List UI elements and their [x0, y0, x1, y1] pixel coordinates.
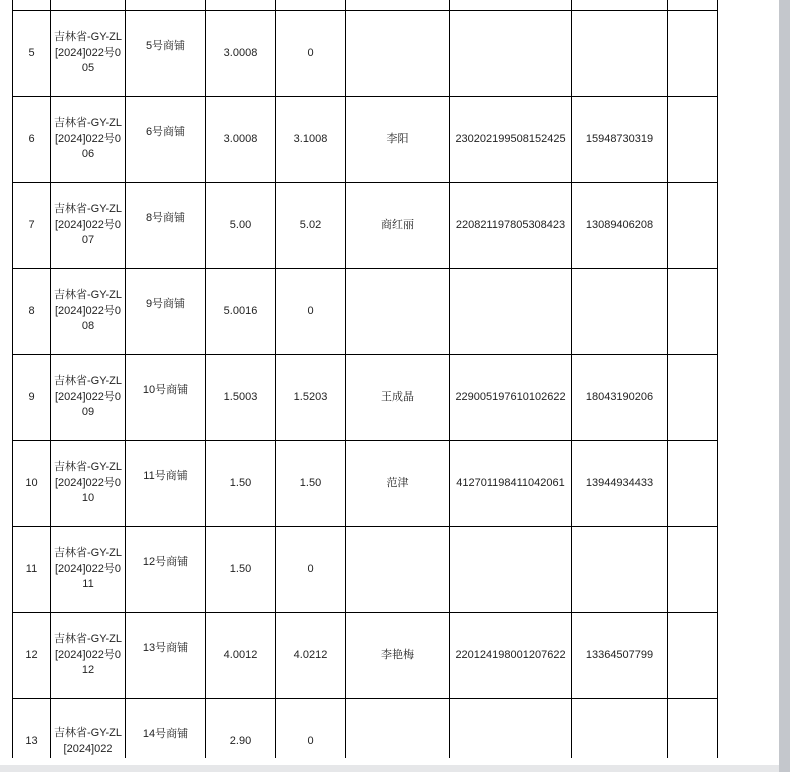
area-cell: 2.90: [206, 699, 276, 766]
shop-name-cell: [126, 0, 206, 11]
project-code-cell: [51, 355, 126, 441]
actual-area-cell: 4.0212: [276, 613, 346, 699]
phone-cell: [572, 699, 668, 766]
row-number-cell: 8: [13, 269, 51, 355]
area-cell: 4.0012: [206, 613, 276, 699]
shop-name-text: 11号商铺: [143, 469, 188, 482]
shop-name-cell: [126, 183, 206, 269]
empty-cell: [668, 97, 718, 183]
phone-cell: [572, 527, 668, 613]
shop-name-text: 14号商铺: [142, 727, 189, 740]
table-row: [13, 699, 718, 766]
area-cell: 3.0008: [206, 97, 276, 183]
row-number-cell: 11: [13, 527, 51, 613]
id-number-cell: [450, 11, 572, 97]
row-number-cell: 7: [13, 183, 51, 269]
project-code-text: 吉林省-GY-ZL[2024]022号009: [53, 375, 123, 419]
shop-name-text: 6号商铺: [145, 125, 186, 138]
project-code-cell: [51, 11, 126, 97]
shop-name-cell: [126, 11, 206, 97]
phone-cell: 18043190206: [572, 355, 668, 441]
shop-name-text: 5号商铺: [145, 39, 186, 52]
phone-cell: 13089406208: [572, 183, 668, 269]
actual-area-cell: [276, 0, 346, 11]
vertical-scrollbar[interactable]: [779, 0, 790, 772]
row-number-cell: 6: [13, 97, 51, 183]
row-number-cell: 10: [13, 441, 51, 527]
actual-area-cell: 1.50: [276, 441, 346, 527]
lessee-name-cell: 李艳梅: [346, 613, 450, 699]
area-cell: 1.50: [206, 441, 276, 527]
project-code-text: 吉林省-GY-ZL[2024]022号011: [53, 547, 123, 591]
area-cell: [206, 0, 276, 11]
phone-cell: 15948730319: [572, 97, 668, 183]
shop-name-cell: [126, 613, 206, 699]
lessee-name-cell: 范津: [346, 441, 450, 527]
empty-cell: [668, 0, 718, 11]
project-code-cell: [51, 269, 126, 355]
empty-cell: [668, 527, 718, 613]
project-code-text: 吉林省-GY-ZL[2024]022号010: [53, 461, 123, 505]
shop-name-cell: [126, 269, 206, 355]
shop-name-cell: [126, 441, 206, 527]
id-number-cell: [450, 269, 572, 355]
table-row: [13, 97, 718, 183]
actual-area-cell: 0: [276, 699, 346, 766]
empty-cell: [668, 269, 718, 355]
project-code-text: 吉林省-GY-ZL[2024]022号012: [53, 633, 123, 677]
table-row: [13, 441, 718, 527]
shop-name-cell: [126, 699, 206, 766]
table-row: [13, 0, 718, 11]
shop-name-text: 12号商铺: [142, 555, 189, 568]
row-number-cell: 9: [13, 355, 51, 441]
id-number-cell: 412701198411042061: [450, 441, 572, 527]
id-number-cell: [450, 0, 572, 11]
id-number-cell: 220821197805308423: [450, 183, 572, 269]
actual-area-cell: 1.5203: [276, 355, 346, 441]
empty-cell: [668, 613, 718, 699]
lessee-name-cell: 商红丽: [346, 183, 450, 269]
table-row: [13, 613, 718, 699]
lessee-name-cell: [346, 699, 450, 766]
project-code-text: 吉林省-GY-ZL[2024]022号005: [53, 31, 123, 75]
empty-cell: [668, 11, 718, 97]
id-number-cell: 229005197610102622: [450, 355, 572, 441]
shop-name-text: 8号商铺: [145, 211, 186, 224]
area-cell: 5.00: [206, 183, 276, 269]
actual-area-cell: 5.02: [276, 183, 346, 269]
project-code-cell: [51, 183, 126, 269]
shop-name-cell: [126, 527, 206, 613]
area-cell: 3.0008: [206, 11, 276, 97]
project-code-cell: [51, 613, 126, 699]
project-code-cell: [51, 441, 126, 527]
row-number-cell: 5: [13, 11, 51, 97]
project-code-text: 吉林省-GY-ZL[2024]022号008: [53, 289, 123, 333]
actual-area-cell: 0: [276, 527, 346, 613]
phone-cell: 13364507799: [572, 613, 668, 699]
area-cell: 5.0016: [206, 269, 276, 355]
phone-cell: [572, 269, 668, 355]
table-row: [13, 527, 718, 613]
phone-cell: 13944934433: [572, 441, 668, 527]
id-number-cell: 220124198001207622: [450, 613, 572, 699]
id-number-cell: [450, 699, 572, 766]
empty-cell: [668, 699, 718, 766]
actual-area-cell: 3.1008: [276, 97, 346, 183]
project-code-cell: [51, 699, 126, 766]
row-number-cell: 13: [13, 699, 51, 766]
project-code-cell: [51, 97, 126, 183]
lessee-name-cell: [346, 527, 450, 613]
lessee-name-cell: [346, 269, 450, 355]
table-row: [13, 11, 718, 97]
empty-cell: [668, 441, 718, 527]
id-number-cell: [450, 527, 572, 613]
shop-name-text: 13号商铺: [142, 641, 189, 654]
shop-name-text: 9号商铺: [145, 297, 186, 310]
row-number-cell: 12: [13, 613, 51, 699]
phone-cell: [572, 0, 668, 11]
lessee-name-cell: 李阳: [346, 97, 450, 183]
horizontal-scrollbar[interactable]: [0, 765, 779, 772]
project-code-text: 吉林省-GY-ZL[2024]022号006: [53, 117, 123, 161]
shop-lease-table: [12, 0, 718, 765]
table-row: [13, 183, 718, 269]
shop-name-cell: [126, 97, 206, 183]
actual-area-cell: 0: [276, 11, 346, 97]
area-cell: 1.5003: [206, 355, 276, 441]
shop-name-cell: [126, 355, 206, 441]
table-row: [13, 269, 718, 355]
lessee-name-cell: [346, 0, 450, 11]
page-bottom-margin: [0, 758, 778, 765]
shop-name-text: 10号商铺: [142, 383, 189, 396]
project-code-cell: [51, 0, 126, 11]
lessee-name-cell: 王成晶: [346, 355, 450, 441]
actual-area-cell: 0: [276, 269, 346, 355]
lessee-name-cell: [346, 11, 450, 97]
project-code-cell: [51, 527, 126, 613]
project-code-text: 吉林省-GY-ZL[2024]022号007: [53, 203, 123, 247]
table-row: [13, 355, 718, 441]
phone-cell: [572, 11, 668, 97]
empty-cell: [668, 183, 718, 269]
id-number-cell: 230202199508152425: [450, 97, 572, 183]
area-cell: 1.50: [206, 527, 276, 613]
row-number-cell: [13, 0, 51, 11]
empty-cell: [668, 355, 718, 441]
project-code-text: 吉林省-GY-ZL[2024]022: [53, 727, 123, 755]
